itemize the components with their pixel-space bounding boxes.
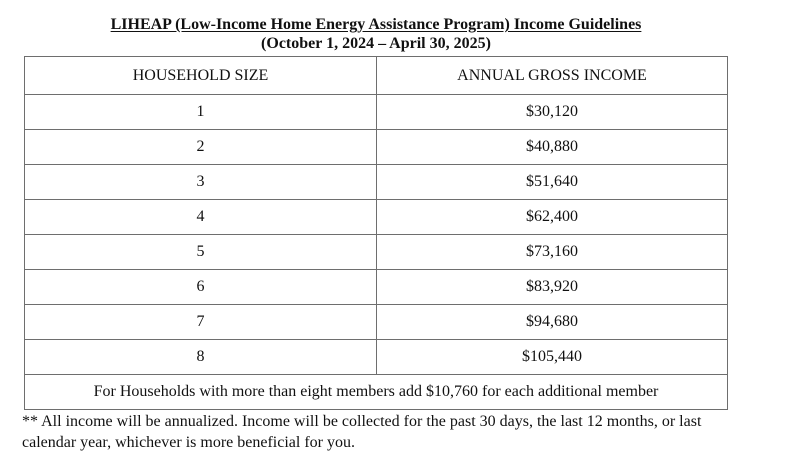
annual-income-cell: $51,640 [377,165,728,200]
household-size-cell: 7 [25,305,377,340]
table-row [25,130,728,165]
income-footnote: ** All income will be annualized. Income will be collected for the past 30 days, the last 12 months, or last calendar year, whichever is more beneficial for you. [22,413,702,451]
annual-income-cell: $94,680 [377,305,728,340]
household-size-cell: 5 [25,235,377,270]
annual-income-cell: $30,120 [377,95,728,130]
table-row [25,340,728,375]
household-size-cell: 3 [25,165,377,200]
annual-income-cell: $105,440 [377,340,728,375]
household-size-header: HOUSEHOLD SIZE [25,57,377,95]
additional-member-note: For Households with more than eight members add $10,760 for each additional member [25,375,728,410]
table-row [25,235,728,270]
household-size-cell: 8 [25,340,377,375]
annual-income-cell: $40,880 [377,130,728,165]
table-row [25,95,728,130]
household-size-cell: 6 [25,270,377,305]
annual-income-cell: $73,160 [377,235,728,270]
table-row [25,270,728,305]
additional-member-row [25,375,728,410]
annual-income-header: ANNUAL GROSS INCOME [377,57,728,95]
table-row [25,305,728,340]
income-guidelines-table [24,56,728,410]
household-size-cell: 2 [25,130,377,165]
document-period: (October 1, 2024 – April 30, 2025) [261,35,491,52]
table-row [25,200,728,235]
table-row [25,165,728,200]
household-size-cell: 4 [25,200,377,235]
document-title: LIHEAP (Low-Income Home Energy Assistance Program) Income Guidelines [110,16,642,33]
annual-income-cell: $62,400 [377,200,728,235]
table-header-row [25,57,728,95]
household-size-cell: 1 [25,95,377,130]
annual-income-cell: $83,920 [377,270,728,305]
